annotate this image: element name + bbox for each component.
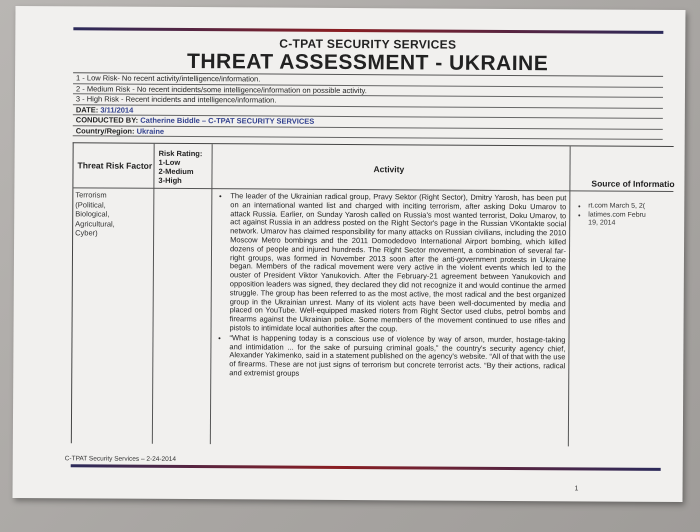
risk-legend xyxy=(73,72,663,140)
source-item: • rt.com March 5, 2( xyxy=(588,202,673,211)
rating-title: Risk Rating: xyxy=(158,148,203,159)
page-number: 1 xyxy=(574,485,579,493)
header-band xyxy=(73,27,663,34)
company-name: C-TPAT SECURITY SERVICES xyxy=(279,36,457,52)
column-header-rating xyxy=(158,149,213,185)
rating-medium: 2-Medium xyxy=(158,166,194,177)
activity-paragraph: • “What is happening today is a conscious use of violence by way of arson, murder, hostage-taking and intimidation ... for the sake of pursuing criminal goals,” the country's security agency chief, Alexander Yakimenko, said in a statement published on the agency's website. “All of that with the use of firearms. These are not just signs of terrorism but concrete terrorist acts. “By their actions, radical and extremist groups xyxy=(229,334,565,380)
risk-high-row: 3 - High Risk - Recent incidents and intelligence/information. xyxy=(73,94,663,108)
country-value: Ukraine xyxy=(136,126,165,136)
rating-high: 3-High xyxy=(158,175,182,185)
page-footer: C-TPAT Security Services – 2-24-2014 xyxy=(64,455,177,463)
conducted-value: Catherine Biddle – C-TPAT SECURITY SERVICES xyxy=(140,115,315,126)
column-header-activity: Activity xyxy=(373,164,405,175)
document-page xyxy=(13,6,686,502)
risk-medium-row: 2 - Medium Risk - No recent incidents/some intelligence/information on possible activity. xyxy=(73,84,663,98)
source-item xyxy=(588,211,673,229)
source-item-text: latimes.com Febru xyxy=(588,210,646,219)
source-cell xyxy=(578,202,673,228)
document-title: THREAT ASSESSMENT - UKRAINE xyxy=(187,50,549,76)
conducted-label: CONDUCTED BY: xyxy=(75,115,139,125)
country-row xyxy=(73,126,663,140)
source-item-date: 19, 2014 xyxy=(588,219,616,227)
footer-band xyxy=(71,464,661,471)
activity-paragraph: • The leader of the Ukrainian radical group, Pravy Sektor (Right Sector), Dmitry Yarosh, has been put on an international wanted list and charged with inciting terrorism, after asking Doku Umarov to attack Russia. Earlier, on Sunday Yarosh called on Russia's most wanted terrorist, Doku Umarov, to act against Russia in an address posted on the Right Sector's page in the Russian VKontakte social network. Umarov has claimed responsibility for many attacks on Russian civilians, including the 2010 Moscow Metro bombings and the 2011 Domodedovo International Airport bombing, which killed dozens of people and injured hundreds. The Right Sector movement, a combination of several far-right groups, was formed in November 2013 soon after the anti-government protests in Ukraine began. Members of the radical movement were very active in the violent events which led to the ouster of President Viktor Yanukovich. After the February-21 agreement between Yanukovich and opposition leaders was signed, they declared they did not recognize it and would continue the armed struggle. The group has been referred to as the most active, the most radical and the best organized group in the Ukrainian unrest. Many of its violent acts have been well-documented by media and placed on YouTube. Well-equipped masked rioters from Right Sector used clubs, petrol bombs and firearms against the Ukrainian police. Some members of the movement continued to use rifles and pistols to intimidate local authorities after the coup. xyxy=(230,192,567,335)
column-header-source: Source of Informatio xyxy=(591,178,675,189)
assessment-table xyxy=(71,142,674,447)
date-label: DATE: xyxy=(75,104,99,114)
country-label: Country/Region: xyxy=(75,125,135,136)
rating-low: 1-Low xyxy=(158,157,181,167)
risk-low-row: 1 - Low Risk- No recent activity/intelligence/information. xyxy=(73,73,663,87)
threat-factor-cell: Terrorism (Political, Biological, Agricultural, Cyber) xyxy=(75,190,115,238)
date-value: 3/11/2014 xyxy=(100,104,134,115)
column-header-factor: Threat Risk Factor xyxy=(77,160,153,171)
activity-cell xyxy=(215,192,566,381)
